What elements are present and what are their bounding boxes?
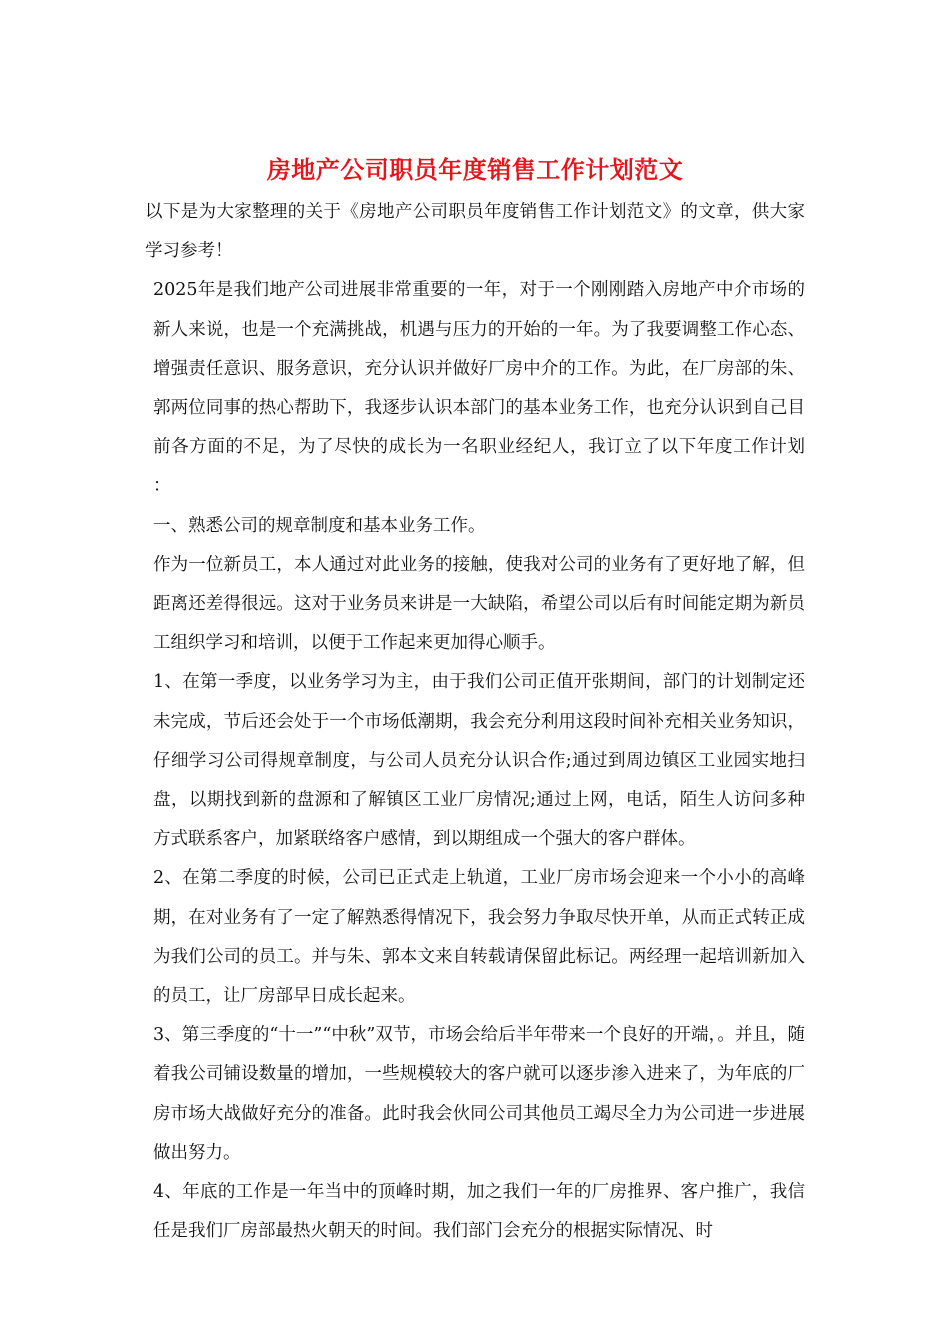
document-title: 房地产公司职员年度销售工作计划范文 [266, 155, 684, 184]
list-item-q1: 1、在第一季度，以业务学习为主，由于我们公司正值开张期间，部门的计划制定还未完成，节后还会处于一个市场低潮期，我会充分利用这段时间补充相关业务知识，仔细学习公司得规章制度，与公司人员充分认识合作;通过到周边镇区工业园实地扫盘，以期找到新的盘源和了解镇区工业厂房情况;通过上网，电话，陌生人访问多种方式联系客户，加紧联络客户感情，到以期组成一个强大的客户群体。 [153, 672, 805, 850]
list-item-q3: 3、第三季度的“十一”“中秋”双节，市场会给后半年带来一个良好的开端，。并且，随着我公司铺设数量的增加，一些规模较大的客户就可以逐步渗入进来了，为年底的厂房市场大战做好充分的准备。此时我会伙同公司其他员工竭尽全力为公司进一步进展做出努力。 [153, 1025, 805, 1163]
list-item-q2: 2、在第二季度的时候，公司已正式走上轨道，工业厂房市场会迎来一个小小的高峰期，在对业务有了一定了解熟悉得情况下，我会努力争取尽快开单，从而正式转正成为我们公司的员工。并与朱、郭本文来自转载请保留此标记。两经理一起培训新加入的员工，让厂房部早日成长起来。 [153, 868, 805, 1007]
document-body [145, 193, 805, 1251]
body-paragraph: 作为一位新员工，本人通过对此业务的接触，使我对公司的业务有了更好地了解，但距离还差得很远。这对于业务员来讲是一大缺陷，希望公司以后有时间能定期为新员工组织学习和培训，以便于工作起来更加得心顺手。 [153, 554, 805, 654]
list-item-q4: 4、年底的工作是一年当中的顶峰时期，加之我们一年的厂房推界、客户推广，我信任是我们厂房部最热火朝天的时间。我们部门会充分的根据实际情况、时 [153, 1182, 805, 1242]
section-heading: 一、熟悉公司的规章制度和基本业务工作。 [153, 515, 486, 536]
body-paragraph: 2025年是我们地产公司进展非常重要的一年，对于一个刚刚踏入房地产中介市场的新人来说，也是一个充满挑战，机遇与压力的开始的一年。为了我要调整工作心态、增强责任意识、服务意识，充分认识并做好厂房中介的工作。为此，在厂房部的朱、郭两位同事的热心帮助下，我逐步认识本部门的基本业务工作，也充分认识到自己目前各方面的不足，为了尽快的成长为一名职业经纪人，我订立了以下年度工作计划 ： [153, 280, 805, 497]
intro-paragraph: 以下是为大家整理的关于《房地产公司职员年度销售工作计划范文》的文章，供大家学习参考！ [145, 202, 805, 262]
